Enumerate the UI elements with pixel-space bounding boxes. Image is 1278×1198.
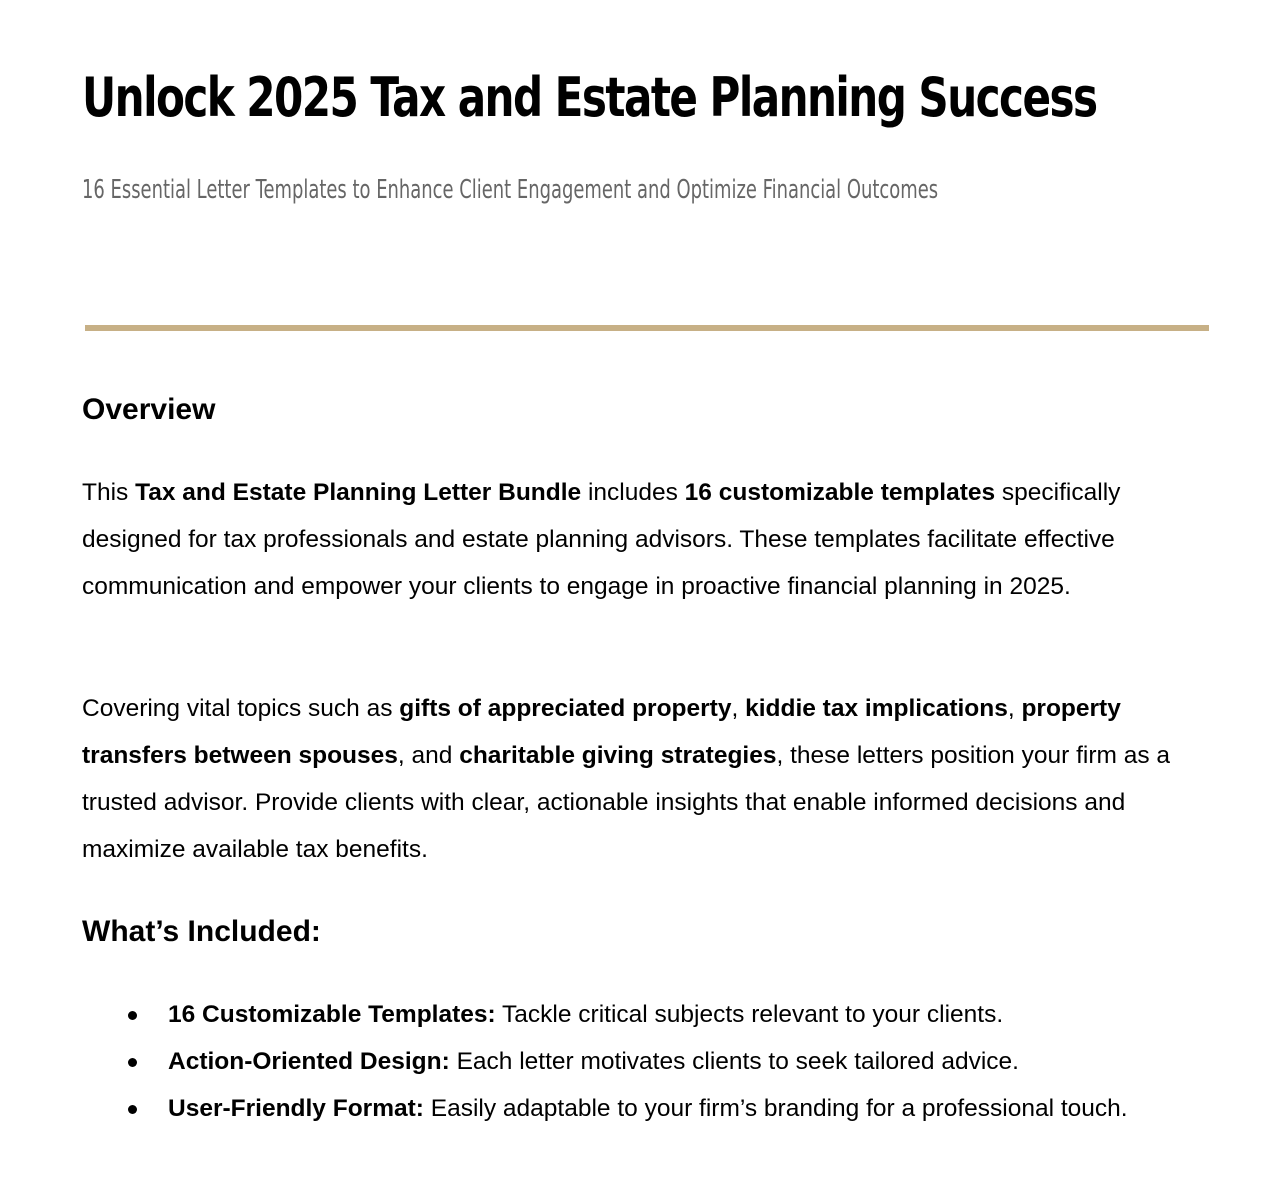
p2-bold-transfers: property transfers between spouses (82, 695, 1121, 769)
list-item-label: Action-Oriented Design: (168, 1048, 450, 1075)
list-item-text: Tackle critical subjects relevant to your clients. (495, 1001, 1004, 1028)
list-item (82, 1085, 1178, 1132)
page-subtitle: 16 Essential Letter Templates to Enhance Client Engagement and Optimize Financial Outcomes (82, 175, 939, 205)
p2-bold-gifts: gifts of appreciated property (399, 695, 732, 722)
p2-text-2: , (731, 695, 746, 722)
p2-text-3: , (1007, 695, 1022, 722)
overview-heading: Overview (82, 393, 216, 426)
list-item-label: User-Friendly Format: (168, 1095, 424, 1122)
p1-bold-templates: 16 customizable templates (684, 479, 996, 506)
page-title: Unlock 2025 Tax and Estate Planning Success (82, 66, 1097, 129)
list-item-text: Each letter motivates clients to seek tailored advice. (449, 1048, 1019, 1075)
included-list (82, 991, 1210, 1132)
list-item-label: 16 Customizable Templates: (168, 1001, 496, 1028)
included-heading: What’s Included: (82, 915, 321, 948)
list-item (82, 1038, 1178, 1085)
overview-paragraph-2 (82, 685, 1182, 873)
p2-text-4: , and (397, 742, 460, 769)
bullet-icon (128, 1105, 137, 1114)
p1-text-3: specifically designed for tax professionals and estate planning advisors. These templates facilitate effective communication and empower your clients to engage in proactive financial planning in 2025. (82, 479, 1121, 600)
list-item (82, 991, 1178, 1038)
p1-text-1: This (82, 479, 136, 506)
p2-bold-charitable: charitable giving strategies (459, 742, 777, 769)
p2-text-5: , these letters position your firm as a trusted advisor. Provide clients with clear, actionable insights that enable informed decisions and maximize available tax benefits. (82, 742, 1170, 863)
p1-bold-bundle: Tax and Estate Planning Letter Bundle (135, 479, 582, 506)
p2-text-1: Covering vital topics such as (82, 695, 400, 722)
overview-paragraph-1 (82, 469, 1182, 610)
divider-rule (85, 325, 1209, 331)
list-item-text: Easily adaptable to your firm’s branding for a professional touch. (423, 1095, 1128, 1122)
p2-bold-kiddie: kiddie tax implications (745, 695, 1008, 722)
bullet-icon (128, 1011, 137, 1020)
p1-text-2: includes (581, 479, 685, 506)
bullet-icon (128, 1058, 137, 1067)
